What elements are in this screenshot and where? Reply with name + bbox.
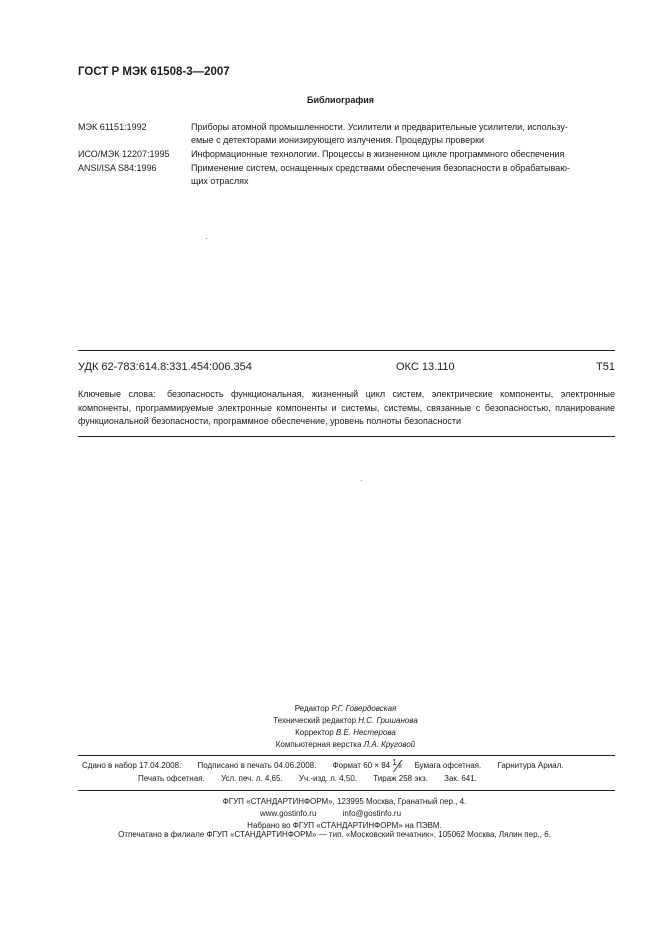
udk-code: УДК 62-783:614.8:331.454:006.354	[78, 361, 252, 373]
section-divider	[78, 755, 615, 756]
reference-text-line: Информационные технологии. Процессы в жизненном цикле программного обеспечения	[191, 149, 565, 159]
proofreader-name: В.Е. Нестерова	[335, 728, 396, 737]
section-divider	[78, 436, 615, 437]
footer-website: www.gostinfo.ru	[259, 809, 317, 818]
publishing-row-1: Сдано в набор 17.04.2008. Подписано в печать 04.06.2008. Формат 60 × 84 1 8 Бумага офсетная. Гарнитура Ариал.	[82, 758, 564, 770]
bibliography-title: Библиография	[307, 95, 374, 105]
reference-code: ИСО/МЭК 12207:1995	[78, 149, 170, 159]
footer-contacts	[0, 808, 661, 820]
keywords-block	[78, 388, 615, 429]
reference-code: ANSI/ISA S84:1996	[78, 163, 157, 173]
bibliography-entry	[78, 148, 621, 161]
publishing-row-2: Печать офсетная. Усл. печ. л. 4,65. Уч.-изд. л. 4,50. Тираж 258 экз. Зак. 641.	[138, 774, 477, 783]
keywords-label: Ключевые слова:	[78, 389, 156, 399]
section-divider	[78, 350, 615, 351]
tech-editor-line: Технический редактор Н.С. Гришанова	[273, 716, 418, 725]
reference-text-line: Приборы атомной промышленности. Усилители и предварительные усилители, использу-	[191, 122, 568, 132]
reference-text-line: Применение систем, оснащенных средствами обеспечения безопасности в обрабатываю-	[191, 163, 571, 173]
footer-typeset: Набрано во ФГУП «СТАНДАРТИНФОРМ» на ПЭВМ.	[247, 821, 442, 830]
tech-editor-name: Н.С. Гришанова	[358, 716, 418, 725]
oks-code: ОКС 13.110	[396, 361, 455, 373]
layout-name: Л.А. Круговой	[363, 740, 416, 749]
section-divider	[78, 790, 615, 791]
format-fraction: 1 8	[392, 760, 404, 770]
t-code: Т51	[596, 361, 615, 373]
proofreader-line: Корректор В.Е. Нестерова	[295, 728, 396, 737]
reference-text-line: щих отраслях	[191, 176, 249, 186]
footer-address: ФГУП «СТАНДАРТИНФОРМ», 123995 Москва, Гранатный пер., 4.	[222, 797, 467, 806]
editor-name: Р.Г. Говердовская	[331, 704, 397, 713]
footer-email: info@gostinfo.ru	[342, 809, 402, 818]
bibliography-entry	[78, 162, 621, 188]
layout-line: Компьютерная верстка Л.А. Круговой	[275, 740, 416, 749]
editor-line: Редактор Р.Г. Говердовская	[294, 704, 397, 713]
footer-printed: Отпечатано в филиале ФГУП «СТАНДАРТИНФОРМ» — тип. «Московский печатник», 105062 Москва, Лялин пер., 6.	[118, 830, 551, 839]
reference-code: МЭК 61151:1992	[78, 122, 147, 132]
bibliography-entry	[78, 121, 621, 147]
document-header: ГОСТ Р МЭК 61508-3—2007	[78, 66, 230, 78]
reference-text-line: емые с детекторами ионизирующего излучения. Процедуры проверки	[191, 135, 485, 145]
keywords-text: безопасность функциональная, жизненный цикл систем, электрические компоненты, электронные компоненты, программируемые электронные компоненты и системы, системы, связанные с безопасностью, планирование функциональной безопасности, программное обеспечение, уровень полноты безопасности	[78, 389, 615, 426]
